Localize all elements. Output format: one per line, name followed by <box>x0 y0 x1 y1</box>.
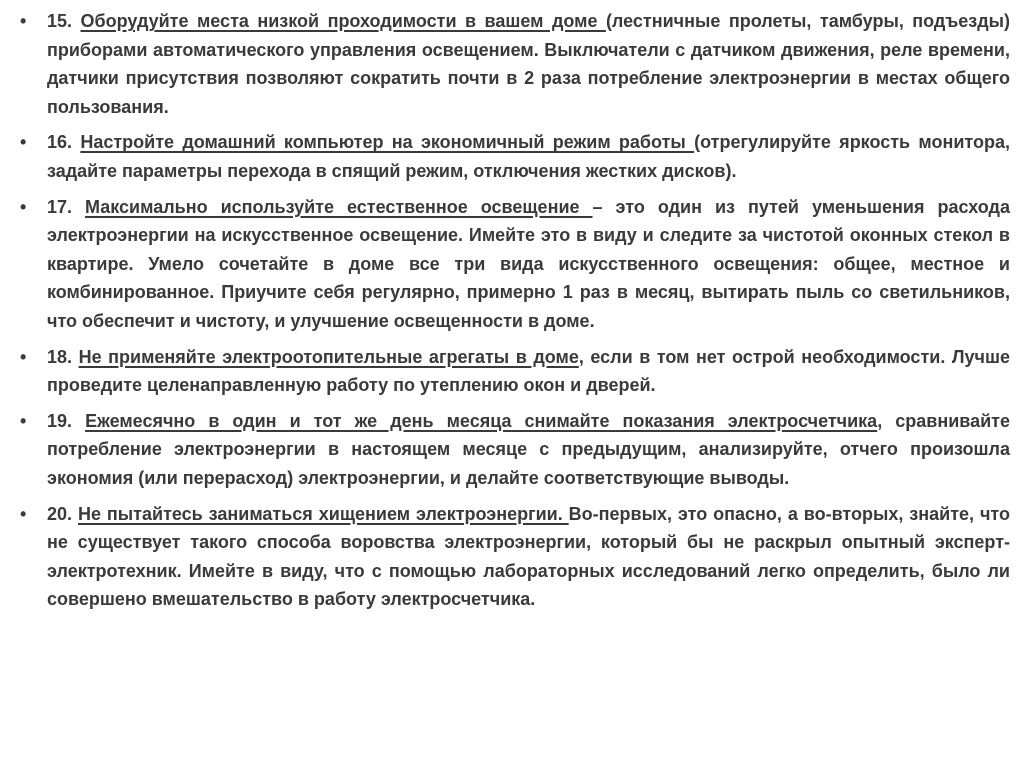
item-text: (отрегулируйте яркость монитора, задайте параметры перехода в спящий режим, отключения жестких дисков). <box>47 132 1010 181</box>
item-number: 16. <box>47 132 73 153</box>
item-number: 15. <box>47 11 73 31</box>
item-number: 20. <box>47 503 73 524</box>
item-number: 18. <box>47 346 73 367</box>
item-text: , сравнивайте потребление электроэнергии в настоящем месяце с предыдущим, анализируйте, отчего произошла экономия (или перерасход) электроэнергии, и делайте соответствующие выводы. <box>47 410 1010 488</box>
list-item <box>20 7 1010 121</box>
bullet-icon: • <box>20 132 27 153</box>
item-lead: Оборудуйте места низкой проходимости в вашем доме <box>80 11 606 31</box>
item-lead: Настройте домашний компьютер на экономичный режим работы <box>80 132 695 153</box>
item-lead: Ежемесячно в один и тот же день месяца снимайте показания электросчетчика <box>85 410 878 431</box>
item-number: 19. <box>47 410 73 431</box>
item-number: 17. <box>47 196 73 217</box>
list-item <box>20 193 1010 336</box>
list-item <box>20 128 1010 185</box>
item-text: – это один из путей уменьшения расхода электроэнергии на искусственное освещение. Имейте это в виду и следите за чистотой оконных стекол в квартире. Умело сочетайте в доме все три вида искусственного освещения: общее, местное и комбинированное. Приучите себя регулярно, примерно 1 раз в месяц, вытирать пыль со светильников, что обеспечит и чистоту, и улучшение освещенности в доме. <box>47 196 1010 331</box>
bullet-icon: • <box>20 503 27 524</box>
tips-list <box>20 7 1010 614</box>
item-text: Во-первых, это опасно, а во-вторых, знайте, что не существует такого способа воровства электроэнергии, который бы не раскрыл опытный эксперт-электротехник. Имейте в виду, что с помощью лабораторных исследований легко определить, было ли совершено вмешательство в работу электросчетчика. <box>47 503 1010 610</box>
item-lead: Максимально используйте естественное освещение <box>85 196 593 217</box>
bullet-icon: • <box>20 346 27 367</box>
list-item <box>20 407 1010 493</box>
list-item <box>20 500 1010 614</box>
item-lead: Не применяйте электроотопительные агрегаты в доме <box>78 346 579 367</box>
bullet-icon: • <box>20 11 27 31</box>
item-text: (лестничные пролеты, тамбуры, подъезды) приборами автоматического управления освещением. Выключатели с датчиком движения, реле времени, датчики присутствия позволяют сократить почти в 2 раза потребление электроэнергии в местах общего пользования. <box>47 11 1010 117</box>
bullet-icon: • <box>20 410 27 431</box>
item-lead: Не пытайтесь заниматься хищением электроэнергии. <box>77 503 569 524</box>
bullet-icon: • <box>20 196 27 217</box>
list-item <box>20 343 1010 400</box>
item-text: , если в том нет острой необходимости. Лучше проведите целенаправленную работу по утеплению окон и дверей. <box>47 346 1010 396</box>
